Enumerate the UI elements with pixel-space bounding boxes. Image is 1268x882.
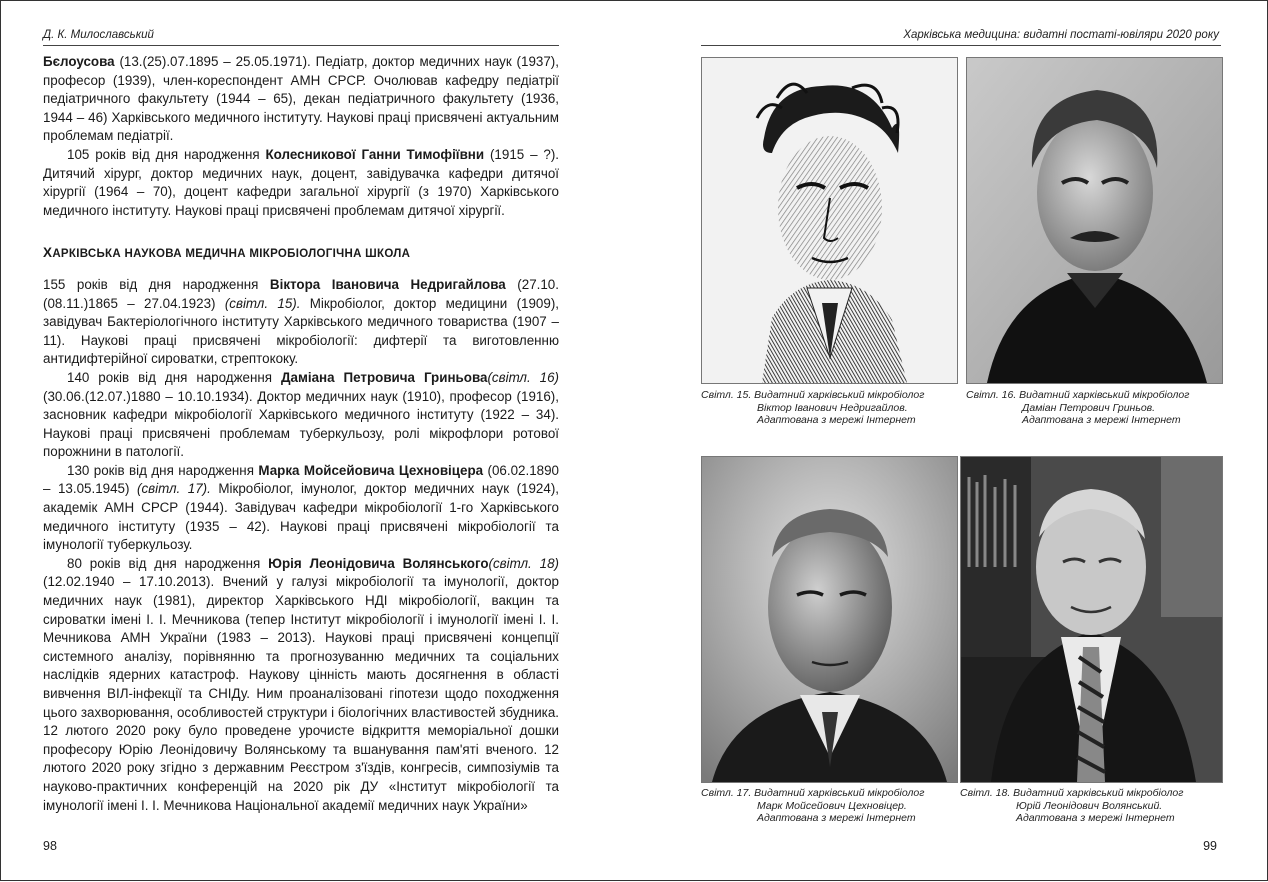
header-rule [43, 45, 559, 46]
paragraph-belousova [43, 53, 559, 146]
portrait-hrynov [966, 57, 1223, 384]
left-page [1, 1, 635, 882]
caption-fig-15 [701, 389, 961, 427]
paragraph-lead: 155 років від дня народження [43, 276, 270, 292]
portrait-tsekhnovitser [701, 456, 958, 783]
figure-ref-16: (світл. 16) [487, 369, 560, 385]
caption-line: Марк Мойсейович Цехновіцер. [757, 799, 907, 812]
figure-ref-18: (світл. 18) [488, 555, 560, 571]
caption-line: Світл. 16. Видатний харківський мікробіолог [966, 389, 1190, 401]
paragraph-text: (1915 – ?). Дитячий хірург, доктор медичних наук, доцент, завідувачка кафедри дитячої хірургії (1964 – 70), доцент кафедри загальної хірургії (з 1970) Харківського медичного інституту. Наукові праці присвячені проблемам дитячої хірургії. [43, 146, 559, 218]
paragraph-lead: 80 років від дня народження [67, 555, 269, 571]
name-nedryhailov: Віктора Івановича Недригайлова [269, 276, 506, 292]
figure-ref-17: (світл. 17). [136, 481, 211, 497]
paragraph-hrynov [43, 369, 559, 462]
right-page [635, 1, 1268, 882]
paragraph-text: (30.06.(12.07.)1880 – 10.10.1934). Доктор медичних наук (1910), професор (1916), засновник кафедри мікробіології Харківського медичного інституту (1922 – 34). Наукові праці присвячені проблемам туберкульозу, ролі мікрофлори ротової порожнини в патології. [43, 388, 559, 460]
running-head-title: Харківська медицина: видатні постаті-ювіляри 2020 року [903, 29, 1219, 41]
name-belousova: Бєлоусова [43, 54, 115, 69]
paragraph-lead: 130 років від дня народження [67, 462, 259, 478]
caption-line: Адаптована з мережі Інтернет [757, 812, 916, 824]
portrait-volianskyi [960, 456, 1223, 783]
paragraph-text: Мікробіолог, імунолог, доктор медичних наук (1924), академік АМН СРСР (1944). Завідувач кафедри мікробіології 1-го Харківського медичного інституту (1935 – 42). Наукові праці присвячені мікробіології та імунології туберкульозу. [43, 481, 560, 553]
caption-line: Світл. 15. Видатний харківський мікробіолог [701, 389, 925, 401]
caption-line: Віктор Іванович Недригайлов. [757, 401, 908, 414]
paragraph-tsekhnovitser [43, 462, 559, 555]
paragraph-text: Мікробіолог, доктор медицини (1909), завідувач Бактеріологічного інституту Харківського медичного товариства (1907 – 11). Наукові праці присвячені мікробіології: дифтерії та виготовленню антидифтерійної сироватки, стрептококу. [43, 295, 560, 367]
portrait-nedryhailov [701, 57, 958, 384]
caption-line: Даміан Петрович Гриньов. [1022, 401, 1156, 414]
paragraph-nedryhailov [43, 276, 559, 369]
caption-line: Адаптована з мережі Інтернет [1022, 414, 1181, 426]
caption-line: Юрій Леонідович Волянський. [1016, 799, 1163, 812]
caption-line: Світл. 18. Видатний харківський мікробіолог [960, 787, 1184, 799]
caption-line: Світл. 17. Видатний харківський мікробіолог [701, 787, 925, 799]
paragraph-dates: (06.02.1890 – 13.05.1945) [43, 462, 559, 497]
figure-ref-15: (світл. 15). [224, 295, 301, 311]
section-title: ХАРКІВСЬКА НАУКОВА МЕДИЧНА МІКРОБІОЛОГІЧНА ШКОЛА [43, 245, 411, 261]
caption-fig-17 [701, 787, 961, 825]
paragraph-lead: 105 років від дня народження [67, 146, 266, 162]
body-text [43, 53, 559, 815]
name-hrynov: Даміана Петровича Гриньова [280, 369, 488, 385]
name-volianskyi: Юрія Леонідовича Волянського [268, 555, 489, 571]
paragraph-text: (12.02.1940 – 17.10.2013). Вчений у галузі мікробіології та імунології, доктор медичних наук (1981), директор Харківського НДІ мікробіології, вакцин та сироватки імені І. І. Мечникова (тепер Інститут мікробіології і імунології імені І. І. Мечникова АМН України (1983 – 2013). Наукові праці присвячені концепції системного аналізу, порівнянню та прогнозуванню медичних та соціальних наслідків ядерних катастроф. Наукову цінність мають досягнення в області вивчення ВІЛ-інфекції та СНІДу. Ним проаналізовані гіпотези щодо походження цього захворювання, особливостей структури і біологічних властивостей збудника. 12 лютого 2020 року було проведене урочисте відкриття меморіальної дошки професору Юрію Леонідовичу Волянському та вшанування пам'яті вченого. 12 лютого 2020 року згідно з державним Реєстром з'їздів, конгресів, симпозіумів та науково-практичних конференцій на 2020 рік ДУ «Інститут мікробіології та імунології імені І. І. Мечникова Національної академії медичних наук України» [43, 574, 559, 813]
paragraph-volianskyi [43, 555, 559, 815]
name-kolesnykova: Колесникової Ганни Тимофіївни [265, 146, 485, 162]
name-tsekhnovitser: Марка Мойсейовича Цехновіцера [258, 462, 484, 478]
page-number-right: 99 [1203, 839, 1217, 853]
caption-line: Адаптована з мережі Інтернет [1016, 812, 1175, 824]
caption-fig-18 [960, 787, 1220, 825]
header-rule [701, 45, 1221, 46]
running-head-author: Д. К. Милославський [43, 29, 154, 41]
paragraph-kolesnykova [43, 146, 559, 220]
caption-line: Адаптована з мережі Інтернет [757, 414, 916, 426]
page-number-left: 98 [43, 839, 57, 853]
paragraph-lead: 140 років від дня народження [67, 369, 281, 385]
paragraph-text: (13.(25).07.1895 – 25.05.1971). Педіатр, доктор медичних наук (1937), професор (1939), член-кореспондент АМН СРСР. Очолював кафедру педіатрії педіатричного факультету (1944 – 65), декан педіатричного факультету (1936, 1944 – 46) Харківського медичного інституту. Наукові праці присвячені актуальним проблемам педіатрії. [43, 54, 559, 144]
caption-fig-16 [966, 389, 1226, 427]
paragraph-dates: (27.10.(08.11.)1865 – 27.04.1923) [43, 276, 559, 311]
